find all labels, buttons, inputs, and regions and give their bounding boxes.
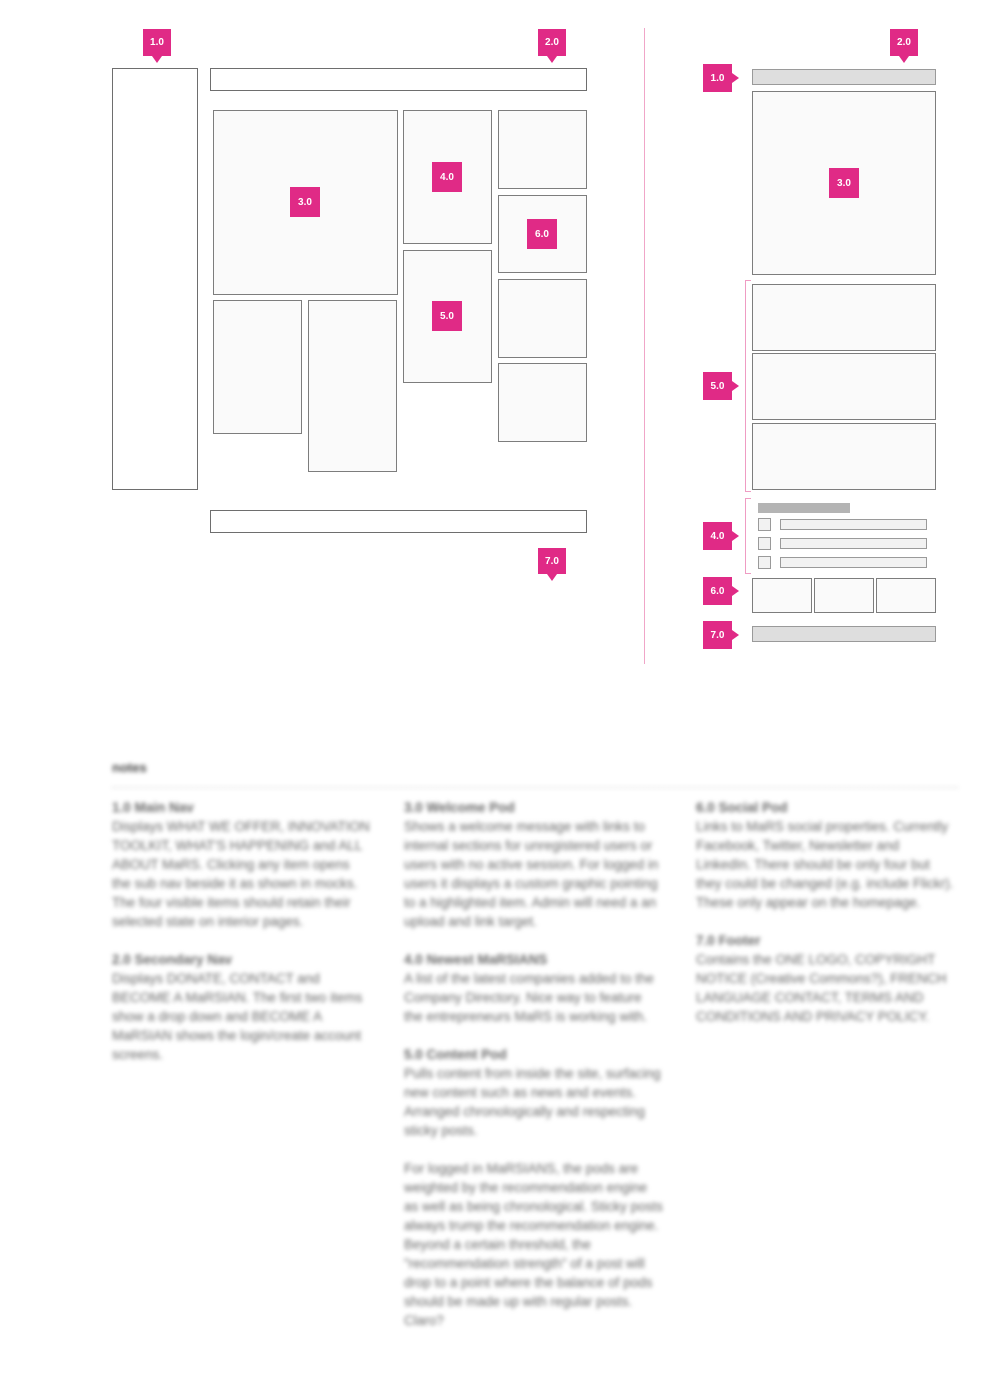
note-body: Links to MaRS social properties. Currently Facebook, Twitter, Newsletter and LinkedIn. There should be only four but they could be changed (e.g. include Flickr). These only appear on the homepage. (696, 819, 954, 910)
desktop-main-nav-tag: 1.0 (143, 29, 171, 56)
note-body: Displays WHAT WE OFFER, INNOVATION TOOLKIT, WHAT'S HAPPENING and ALL ABOUT MaRS. Clicking any item opens the sub nav beside it as shown in mocks. The four visible items should retain their selected state on interior pages. (112, 819, 370, 929)
notes-column (404, 798, 664, 1349)
desktop-content-pod-box (498, 363, 587, 442)
note-body: For logged in MaRSIANS, the pods are weighted by the recommendation engine as well as being chronological. Sticky posts always trump the recommendation engine. Beyond a certain threshold, the "recommendation strength" of a post will drop to a point where the balance of pods should be made up with regular posts. Claro? (404, 1161, 663, 1328)
desktop-secondary-nav-tag: 2.0 (538, 29, 566, 56)
desktop-main-nav-box (112, 68, 198, 490)
note-body: A list of the latest companies added to the Company Directory. Nice way to feature the entrepreneurs MaRS is working with. (404, 971, 654, 1024)
note-item (404, 798, 664, 931)
notes-section (112, 760, 958, 1349)
notes-columns (112, 798, 958, 1349)
note-item (404, 1045, 664, 1330)
mobile-social-pod-box (876, 578, 936, 613)
mobile-footer-bar (752, 626, 936, 642)
desktop-footer-bar (210, 510, 587, 533)
list-item-checkbox (758, 537, 771, 550)
desktop-social-pod-tag: 6.0 (527, 219, 557, 249)
desktop-welcome-pod-tag: 3.0 (290, 187, 320, 217)
list-heading-bar (758, 503, 850, 513)
list-item-line (780, 519, 927, 530)
mobile-newest-marsians-bracket (745, 498, 751, 574)
mobile-welcome-pod-tag: 3.0 (829, 168, 859, 198)
list-item-checkbox (758, 518, 771, 531)
mobile-main-nav-bar (752, 69, 936, 85)
note-body: Shows a welcome message with links to internal sections for unregistered users or users with no active session. For logged in users it displays a custom graphic pointing to a highlighted item. Admin will need a an upload and link target. (404, 819, 659, 929)
notes-column (696, 798, 956, 1349)
note-heading: 7.0 Footer (696, 933, 761, 948)
note-body: Pulls content from inside the site, surfacing new content such as news and events. Arranged chronologically and respecting sticky posts. (404, 1066, 661, 1138)
desktop-newest-marsians-tag: 4.0 (432, 162, 462, 192)
mobile-content-pod-box (752, 284, 936, 351)
desktop-content-pod-box (498, 279, 587, 358)
mobile-newest-marsians-tag: 4.0 (703, 522, 732, 550)
mobile-main-nav-tag: 1.0 (703, 64, 732, 92)
notes-divider (112, 787, 958, 788)
notes-column (112, 798, 372, 1349)
list-item-line (780, 557, 927, 568)
mobile-content-pod-box (752, 423, 936, 490)
note-heading: 2.0 Secondary Nav (112, 952, 233, 967)
note-item (112, 798, 372, 931)
notes-title: notes (112, 760, 147, 775)
note-body: Displays DONATE, CONTACT and BECOME A MaRSIAN. The first two items show a drop down and BECOME A MaRSIAN shows the login/create account screens. (112, 971, 363, 1062)
desktop-secondary-nav-bar (210, 68, 587, 91)
note-body: Contains the ONE LOGO, COPYRIGHT NOTICE (Creative Commons?), FRENCH LANGUAGE CONTACT, TERMS AND CONDITIONS AND PRIVACY POLICY. (696, 952, 947, 1024)
list-item-line (780, 538, 927, 549)
desktop-content-pod-box (308, 300, 397, 472)
mobile-content-pod-tag: 5.0 (703, 372, 732, 400)
mobile-secondary-nav-tag: 2.0 (890, 29, 918, 56)
mobile-content-pod-bracket (745, 280, 751, 492)
desktop-footer-tag: 7.0 (538, 548, 566, 574)
note-item (404, 950, 664, 1026)
mobile-content-pod-box (752, 353, 936, 420)
list-item-checkbox (758, 556, 771, 569)
note-heading: 4.0 Newest MaRSIANS (404, 952, 548, 967)
note-item (112, 950, 372, 1064)
mobile-social-pod-box (814, 578, 874, 613)
desktop-content-pod-tag: 5.0 (432, 301, 462, 331)
note-heading: 1.0 Main Nav (112, 800, 194, 815)
layout-divider (644, 28, 645, 664)
note-item (696, 798, 956, 912)
mobile-social-pod-box (752, 578, 812, 613)
mobile-footer-tag: 7.0 (703, 621, 732, 649)
note-heading: 5.0 Content Pod (404, 1047, 507, 1062)
note-heading: 6.0 Social Pod (696, 800, 788, 815)
mobile-social-pod-tag: 6.0 (703, 577, 732, 605)
desktop-content-pod-box (498, 110, 587, 189)
note-heading: 3.0 Welcome Pod (404, 800, 515, 815)
note-item (696, 931, 956, 1026)
desktop-content-pod-box (213, 300, 302, 434)
